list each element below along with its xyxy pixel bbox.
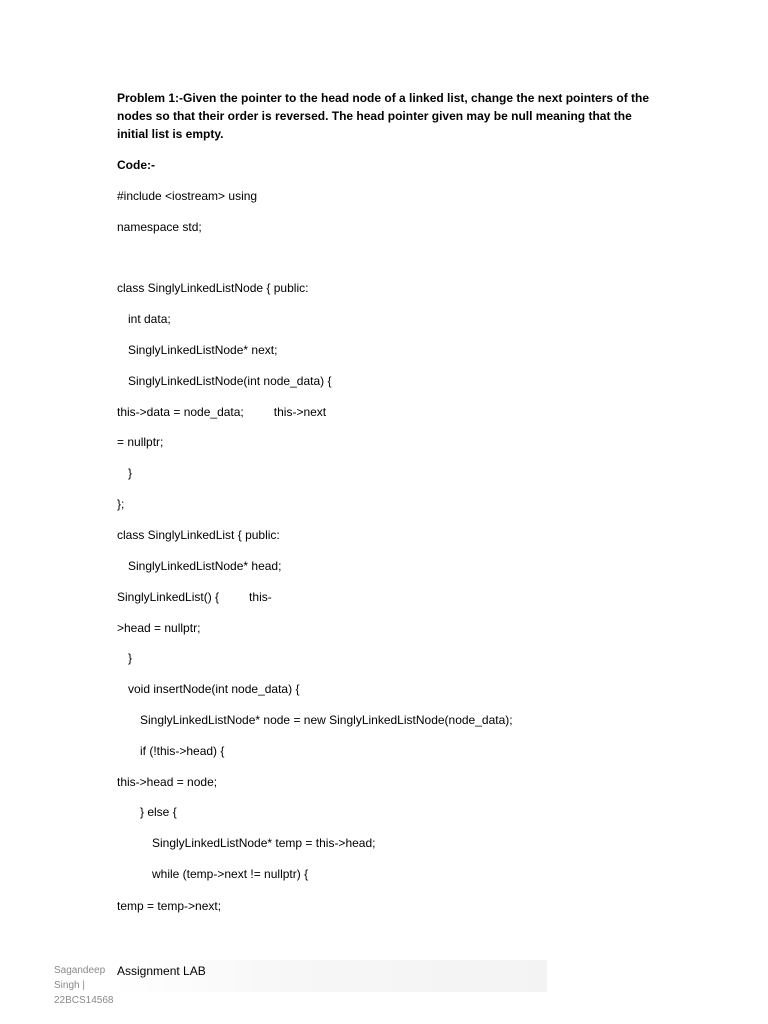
code-line: SinglyLinkedListNode* temp = this->head; [152, 836, 376, 850]
code-line: } else { [140, 805, 177, 819]
footer-title: Assignment LAB [117, 964, 206, 978]
code-line: } [128, 466, 133, 480]
code-line: #include <iostream> using [117, 189, 258, 203]
problem-statement: Problem 1:-Given the pointer to the head node of a linked list, change the next pointers of the nodes so that their order is reversed. The head pointer given may be null meaning that the initial list is empty. [117, 91, 650, 141]
code-line: while (temp->next != nullptr) { [152, 867, 309, 881]
code-line: void insertNode(int node_data) { [128, 682, 300, 696]
code-line: SinglyLinkedListNode* head; [128, 559, 282, 573]
code-line: >head = nullptr; [117, 621, 201, 635]
code-line: int data; [128, 312, 171, 326]
code-line: } [128, 651, 133, 665]
code-line: SinglyLinkedListNode* node = new SinglyLinkedListNode(node_data); [140, 713, 513, 727]
footer-author: Sagandeep Singh | 22BCS14568 [54, 965, 114, 1006]
code-line: = nullptr; [117, 435, 164, 449]
code-line: SinglyLinkedListNode(int node_data) { [128, 374, 332, 388]
code-line: if (!this->head) { [140, 744, 225, 758]
code-line: SinglyLinkedListNode* next; [128, 343, 278, 357]
code-label: Code:- [117, 158, 155, 172]
code-line: class SinglyLinkedList { public: [117, 528, 280, 542]
code-line: }; [117, 497, 125, 511]
code-line: this->data = node_data; this->next [117, 405, 327, 419]
code-line: temp = temp->next; [117, 899, 222, 913]
code-line: class SinglyLinkedListNode { public: [117, 281, 309, 295]
code-line: namespace std; [117, 220, 202, 234]
code-line: this->head = node; [117, 775, 218, 789]
code-line: SinglyLinkedList() { this- [117, 590, 272, 604]
